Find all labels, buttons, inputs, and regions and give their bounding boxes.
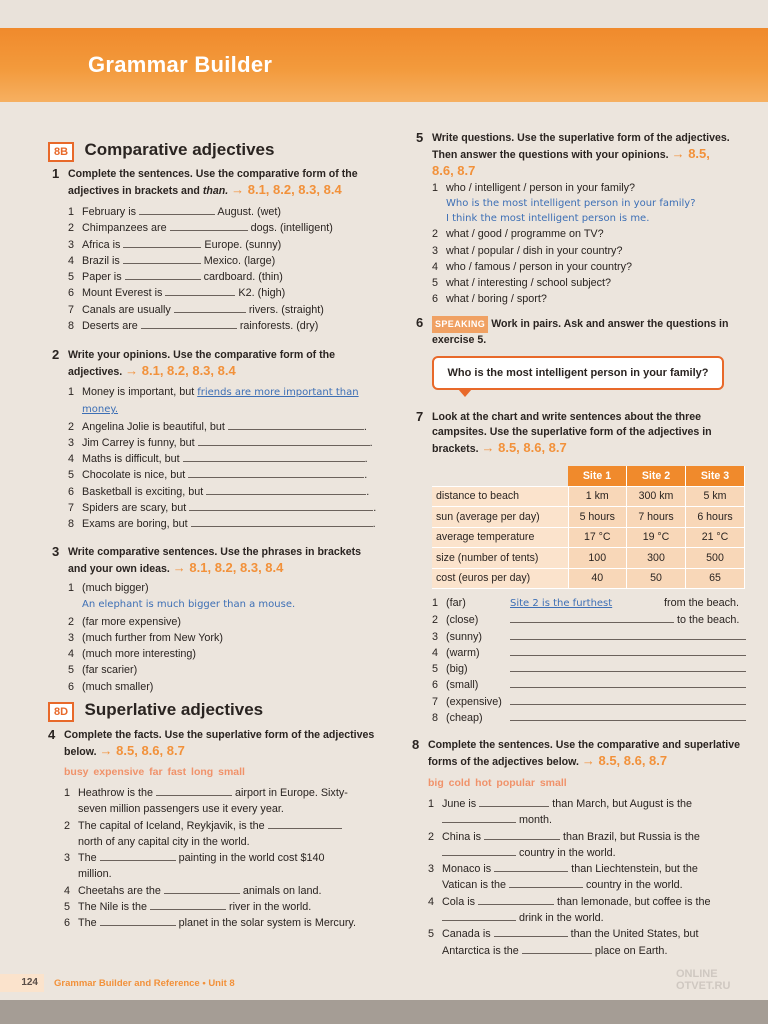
list-item-continuation: north of any capital city in the world. (78, 835, 250, 848)
list-item-continuation: month. (442, 812, 710, 828)
list-item: 2 Chimpanzees are dogs. (intelligent) (68, 222, 333, 235)
list-item: 5 Chocolate is nice, but . (68, 469, 368, 482)
exercise-number: 3 (52, 544, 60, 559)
answer-blank[interactable] (510, 661, 746, 672)
answer-blank[interactable] (170, 220, 248, 231)
answer-blank[interactable] (139, 204, 215, 215)
reference-link[interactable]: → 8.1, 8.2, 8.3, 8.4 (172, 560, 284, 575)
answer-blank[interactable] (198, 435, 370, 446)
word-bank: busy expensive far fast long small (64, 766, 245, 778)
instruction-line: forms of the adjectives below. (428, 756, 579, 768)
answer-blank[interactable] (100, 850, 176, 861)
list-item: 4 Cola is than lemonade, but coffee is the (428, 895, 711, 908)
list-item-continuation (446, 211, 696, 226)
list-item: 3 The painting in the world cost $140 (64, 852, 325, 865)
page-top-edge (0, 0, 768, 28)
answer-blank[interactable] (174, 302, 246, 313)
instruction-italic: than. (202, 185, 229, 197)
list-item: 6 what / boring / sport? (432, 293, 547, 306)
list-item: 8 (cheap) (432, 710, 746, 726)
list-item-continuation (446, 196, 696, 211)
answer-blank[interactable] (510, 710, 746, 721)
list-item: 2 Angelina Jolie is beautiful, but . (68, 420, 367, 433)
list-item: 5 Paper is cardboard. (thin) (68, 271, 283, 284)
list-item: 4 Brazil is Mexico. (large) (68, 254, 276, 267)
list-item: 6 Mount Everest is K2. (high) (68, 287, 286, 300)
reference-link[interactable]: → 8.1, 8.2, 8.3, 8.4 (231, 182, 342, 197)
list-item: 7 Canals are usually rivers. (straight) (68, 303, 324, 316)
exercise-3-instructions (52, 544, 388, 577)
list-item: 2 (far more expensive) (68, 615, 182, 628)
exercise-8-instructions (412, 737, 758, 770)
list-item: 4 Maths is difficult, but . (68, 453, 368, 466)
campsite-table (432, 466, 745, 589)
exercise-5-items (432, 180, 696, 308)
table-row: average temperature 17 °C 19 °C 21 °C (432, 527, 745, 548)
instruction-line: campsites. Use the superlative form of the adjectives in (432, 426, 712, 438)
list-item-continuation: drink in the world. (442, 910, 710, 926)
page-bottom-edge (0, 1000, 768, 1024)
list-item: 8 Exams are boring, but . (68, 518, 376, 531)
list-item: 5 The Nile is the river in the world. (64, 901, 312, 914)
section-8b-heading (48, 140, 274, 162)
reference-link[interactable]: 8.6, 8.7 (432, 163, 476, 178)
list-item: 3 Monaco is than Liechtenstein, but the (428, 863, 698, 876)
instruction-line: Then answer the questions with your opinions. (432, 149, 669, 161)
exercise-8-items (428, 796, 710, 959)
list-item: 3 (sunny) (432, 629, 746, 645)
answer-blank[interactable] (510, 629, 746, 640)
instruction-line: adjectives in brackets and (68, 185, 203, 197)
list-item-continuation: Antarctica is the place on Earth. (442, 944, 668, 957)
list-item: 5 (big) (432, 661, 746, 677)
list-item: 2 (close) to the beach. (432, 614, 740, 627)
page-title: Grammar Builder (88, 52, 273, 77)
handwritten-answer: Site 2 is the furthest (510, 598, 613, 609)
list-item: 7 Spiders are scary, but . (68, 502, 377, 515)
list-item: 4 (warm) (432, 645, 746, 661)
instruction-line: adjectives. (68, 366, 123, 378)
exercise-1-instructions (52, 166, 388, 199)
answer-blank[interactable] (228, 419, 364, 430)
list-item-continuation: million. (78, 868, 112, 881)
table-header: Site 2 (627, 466, 686, 486)
answer-blank[interactable] (494, 926, 568, 937)
answer-blank[interactable] (150, 899, 226, 910)
list-item: 4 (much more interesting) (68, 648, 197, 661)
exercise-number: 7 (416, 409, 424, 424)
answer-blank[interactable] (442, 910, 516, 921)
exercise-7-items (432, 595, 746, 726)
answer-blank[interactable] (123, 253, 201, 264)
exercise-3-items (68, 580, 295, 695)
table-row: cost (euros per day) 40 50 65 (432, 568, 745, 589)
answer-blank[interactable] (164, 883, 240, 894)
table-row: distance to beach 1 km 300 km 5 km (432, 486, 745, 507)
answer-blank[interactable] (442, 845, 516, 856)
list-item: 5 Canada is than the United States, but (428, 928, 699, 941)
reference-link[interactable]: → 8.5, 8.6, 8.7 (99, 743, 185, 758)
handwritten-answer: friends are more important than (197, 387, 359, 398)
list-item: 1 June is than March, but August is the (428, 798, 693, 810)
list-item: 4 who / famous / person in your country? (432, 260, 633, 273)
answer-blank[interactable] (183, 451, 365, 462)
answer-blank[interactable] (123, 237, 201, 248)
instruction-line: Complete the sentences. Use the comparative form of the (68, 168, 358, 180)
answer-blank[interactable] (442, 812, 516, 823)
instruction-line: Complete the facts. Use the superlative form of the adjectives (64, 729, 375, 741)
answer-blank[interactable] (156, 785, 232, 796)
section-8d-heading (48, 700, 263, 722)
handwritten-answer: An elephant is much bigger than a mouse. (82, 599, 296, 611)
section-badge: 8B (48, 142, 74, 162)
exercise-2-items (68, 384, 376, 533)
list-item: 2 China is than Brazil, but Russia is the (428, 830, 700, 843)
instruction-line: Complete the sentences. Use the comparative and superlative (428, 739, 741, 751)
watermark: ONLINE OTVET.RU (676, 968, 731, 992)
answer-blank[interactable] (478, 894, 554, 905)
answer-blank[interactable] (509, 877, 583, 888)
answer-blank[interactable] (165, 285, 235, 296)
list-item: 6 The planet in the solar system is Mercury. (64, 917, 357, 930)
list-item-continuation: country in the world. (442, 845, 710, 861)
handwritten-answer: I think the most intelligent person is me. (446, 213, 650, 225)
answer-blank[interactable] (191, 516, 373, 527)
list-item: 1 Money is important, but friends are more important than (68, 386, 359, 398)
speaking-tag: SPEAKING (432, 316, 488, 333)
exercise-6-instructions (416, 315, 752, 348)
exercise-number: 4 (48, 727, 56, 742)
list-item: 6 (small) (432, 677, 746, 693)
instruction-line: Write your opinions. Use the comparative form of the (68, 349, 336, 361)
answer-blank[interactable] (510, 612, 674, 623)
answer-blank[interactable] (141, 318, 237, 329)
answer-blank[interactable] (206, 484, 366, 495)
exercise-number: 5 (416, 130, 424, 145)
reference-link[interactable]: → 8.5, 8.6, 8.7 (481, 440, 567, 455)
instruction-line: Write comparative sentences. Use the phrases in brackets (68, 546, 362, 558)
table-row: size (number of tents) 100 300 500 (432, 548, 745, 569)
exercise-1-items (68, 204, 333, 334)
answer-blank[interactable] (522, 943, 592, 954)
answer-blank[interactable] (189, 500, 373, 511)
page-number: 124 (0, 974, 44, 992)
list-item: 7 (expensive) (432, 694, 746, 710)
table-corner (432, 466, 568, 486)
list-item: 1 February is August. (wet) (68, 206, 282, 218)
word-bank: big cold hot popular small (428, 777, 567, 789)
table-row: sun (average per day) 5 hours 7 hours 6 hours (432, 507, 745, 528)
answer-blank[interactable] (125, 269, 201, 280)
instruction-line: brackets. (432, 443, 479, 455)
list-item: 1 (much bigger) (68, 582, 149, 594)
exercise-number: 1 (52, 166, 60, 181)
exercise-number: 2 (52, 347, 60, 362)
instruction-line: and your own ideas. (68, 563, 170, 575)
handwritten-answer: Who is the most intelligent person in your family? (446, 198, 696, 210)
list-item: 2 what / good / programme on TV? (432, 228, 604, 241)
answer-blank[interactable] (510, 645, 746, 656)
instruction-line: below. (64, 746, 97, 758)
list-item: 1 (far) Site 2 is the furthest from the beach. (432, 595, 746, 612)
list-item: 3 (much further from New York) (68, 631, 224, 644)
speech-bubble: Who is the most intelligent person in your family? (432, 356, 724, 390)
instruction-line: Look at the chart and write sentences about the three (432, 411, 702, 423)
list-item-continuation (82, 401, 376, 418)
instruction-line: exercise 5. (432, 334, 487, 346)
table-header: Site 1 (568, 466, 627, 486)
list-item: 2 The capital of Iceland, Reykjavik, is the (64, 818, 356, 834)
exercise-2-instructions (52, 347, 388, 380)
answer-blank[interactable] (268, 818, 342, 829)
reference-link[interactable]: → 8.5, 8.6, 8.7 (581, 753, 668, 768)
answer-blank[interactable] (510, 694, 746, 705)
exercise-7-instructions (416, 409, 752, 457)
table-header: Site 3 (686, 466, 745, 486)
list-item-continuation (82, 596, 295, 613)
reference-link[interactable]: → 8.5, (671, 146, 710, 161)
answer-blank[interactable] (188, 467, 364, 478)
list-item: 3 Jim Carrey is funny, but . (68, 436, 373, 449)
instruction-line: Work in pairs. Ask and answer the questions in (491, 318, 729, 330)
section-title: Comparative adjectives (84, 140, 275, 159)
footer-title: Grammar Builder and Reference • Unit 8 (54, 978, 235, 989)
exercise-4-items (64, 785, 356, 932)
answer-blank[interactable] (494, 861, 568, 872)
answer-blank[interactable] (510, 677, 746, 688)
list-item: 3 Africa is Europe. (sunny) (68, 238, 282, 251)
answer-blank[interactable] (479, 796, 549, 807)
answer-blank[interactable] (484, 829, 560, 840)
list-item-continuation: seven million passengers use it every year. (78, 803, 284, 816)
list-item: 6 (much smaller) (68, 680, 154, 693)
instruction-line: Write questions. Use the superlative form of the adjectives. (432, 132, 730, 144)
exercise-4-instructions (48, 727, 394, 760)
list-item: 8 Deserts are rainforests. (dry) (68, 320, 319, 333)
list-item: 5 what / interesting / school subject? (432, 277, 612, 290)
section-badge: 8D (48, 702, 74, 722)
section-title: Superlative adjectives (84, 700, 264, 719)
list-item: 4 Cheetahs are the animals on land. (64, 884, 322, 897)
list-item: 1 Heathrow is the airport in Europe. Sixty- (64, 787, 348, 799)
reference-link[interactable]: → 8.1, 8.2, 8.3, 8.4 (125, 363, 236, 378)
list-item: 5 (far scarier) (68, 664, 138, 677)
list-item: 1 who / intelligent / person in your family? (432, 182, 636, 194)
exercise-number: 6 (416, 315, 424, 330)
list-item: 3 what / popular / dish in your country? (432, 244, 623, 257)
exercise-5-instructions (416, 130, 752, 180)
exercise-number: 8 (412, 737, 420, 752)
answer-blank[interactable] (100, 915, 176, 926)
list-item-continuation: Vatican is the country in the world. (442, 879, 683, 892)
list-item: 6 Basketball is exciting, but . (68, 485, 370, 498)
handwritten-answer: money. (82, 404, 119, 416)
